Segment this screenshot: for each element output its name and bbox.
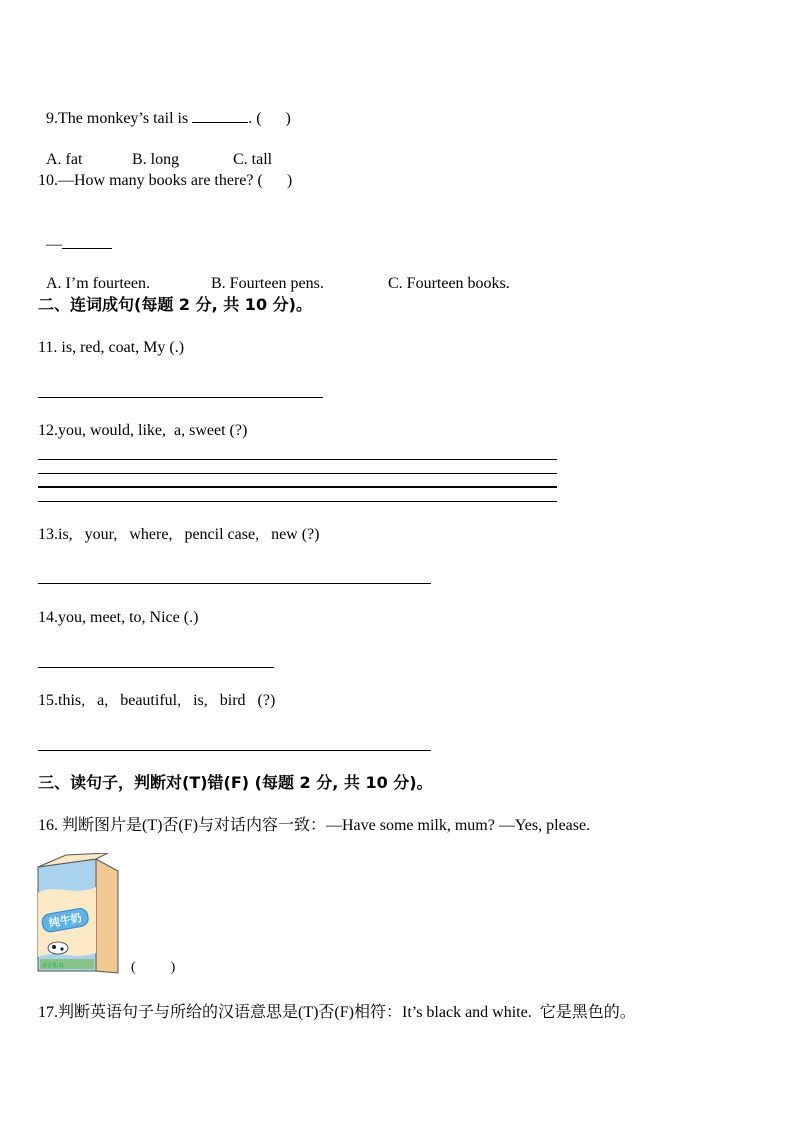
q13-text: 13.is, your, where, pencil case, new (?) (38, 526, 320, 543)
q14-answer-line[interactable] (38, 667, 274, 668)
q10-stem: 10.—How many books are there? ( ) (38, 172, 293, 189)
q16-text: 16. 判断图片是(T)否(F)与对话内容一致：—Have some milk, mum? —Yes, please. (38, 817, 591, 834)
q9-options (38, 130, 272, 170)
q11-text: 11. is, red, coat, My (.) (38, 339, 185, 356)
q9-option-b[interactable]: B. long (132, 151, 180, 168)
q10-option-c[interactable]: C. Fourteen books. (388, 275, 510, 292)
q9-option-c[interactable]: C. tall (233, 151, 273, 168)
q10-options (38, 254, 510, 294)
q14-text: 14.you, meet, to, Nice (.) (38, 609, 199, 626)
q17-text: 17.判断英语句子与所给的汉语意思是(T)否(F)相符：It’s black and white. 它是黑色的。 (38, 1004, 636, 1021)
q12-writing-line-1[interactable] (38, 459, 557, 460)
q12-text: 12.you, would, like, a, sweet (?) (38, 422, 248, 439)
q12-writing-line-2[interactable] (38, 473, 557, 474)
q10-option-b[interactable]: B. Fourteen pens. (211, 275, 324, 292)
q9-option-a[interactable]: A. fat (46, 151, 83, 168)
q16-answer-paren[interactable]: ( ) (131, 960, 176, 975)
q11-answer-line[interactable] (38, 397, 323, 398)
q15-answer-line[interactable] (38, 750, 431, 751)
q10-option-a[interactable]: A. I’m fourteen. (46, 275, 150, 292)
q12-writing-line-4[interactable] (38, 501, 557, 502)
section2-heading: 二、连词成句(每题 2 分, 共 10 分)。 (38, 295, 312, 314)
q15-text: 15.this, a, beautiful, is, bird (?) (38, 692, 276, 709)
carton-fineprint: 净含量:1L (42, 963, 65, 969)
q10-blank[interactable] (62, 234, 112, 249)
q10-answer-line: — (38, 214, 112, 255)
q9-stem: 9.The monkey’s tail is . ( ) (46, 110, 291, 127)
q12-writing-line-3[interactable] (38, 486, 557, 488)
carton-label: 纯牛奶 (47, 911, 83, 930)
q13-answer-line[interactable] (38, 583, 431, 584)
section3-heading: 三、读句子，判断对(T)错(F) (每题 2 分, 共 10 分)。 (38, 773, 433, 792)
milk-carton-icon (36, 853, 122, 977)
q9-blank[interactable] (192, 108, 248, 123)
